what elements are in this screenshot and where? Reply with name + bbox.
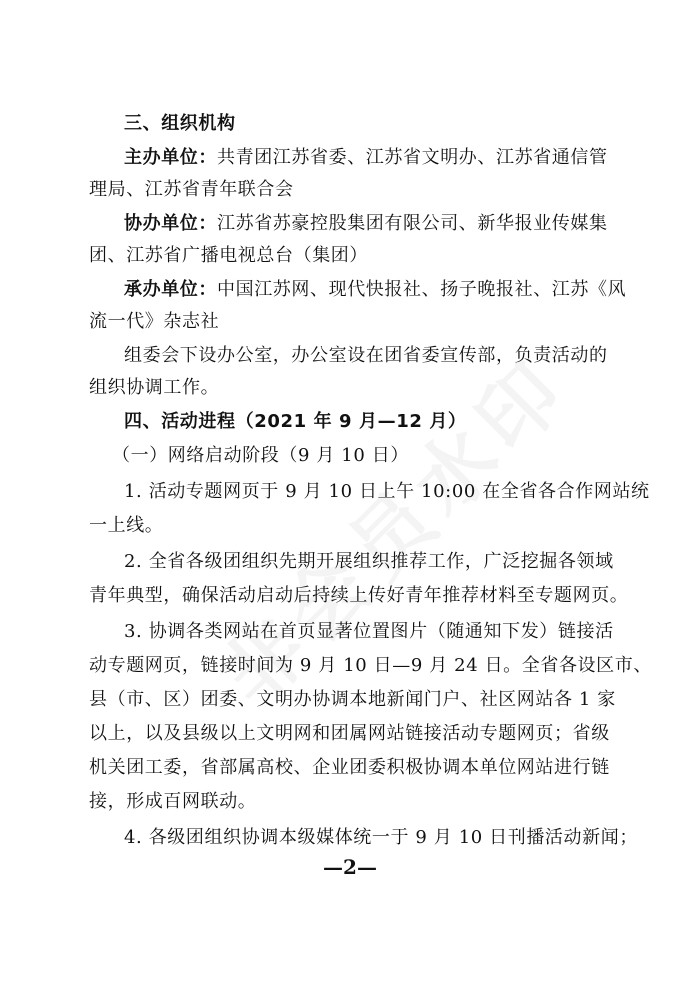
- host-units-label: 主办单位：: [124, 147, 217, 168]
- co-units-line-2: 团、江苏省广播电视总台（集团）: [89, 245, 368, 266]
- organizer-units-line-2: 流一代》杂志社: [89, 311, 220, 332]
- stage-one-heading: （一）网络启动阶段（9 月 10 日）: [112, 445, 409, 466]
- co-units-label: 协办单位：: [124, 213, 217, 234]
- office-line-2: 组织协调工作。: [89, 377, 220, 398]
- item-3-line-5: 机关团工委，省部属高校、企业团委积极协调本单位网站进行链: [89, 757, 610, 778]
- organizer-units-text-1: 中国江苏网、现代快报社、扬子晚报社、江苏《风: [217, 279, 627, 300]
- item-3-line-3: 县（市、区）团委、文明办协调本地新闻门户、社区网站各 1 家: [89, 689, 616, 710]
- item-2-line-1: 2. 全省各级团组织先期开展组织推荐工作，广泛挖掘各领域: [124, 551, 614, 572]
- co-units-text-1: 江苏省苏豪控股集团有限公司、新华报业传媒集: [217, 213, 608, 234]
- page-number: —2—: [323, 855, 377, 879]
- organizer-units-line-1: [124, 279, 626, 301]
- item-1-line-1: 1. 活动专题网页于 9 月 10 日上午 10:00 在全省各合作网站统: [124, 481, 650, 502]
- item-4-line-1: 4. 各级团组织协调本级媒体统一于 9 月 10 日刊播活动新闻；: [124, 827, 638, 848]
- host-units-line-1: [124, 147, 608, 169]
- item-2-line-2: 青年典型，确保活动启动后持续上传好青年推荐材料至专题网页。: [89, 585, 629, 606]
- item-3-line-2: 动专题网页，链接时间为 9 月 10 日—9 月 24 日。全省各设区市、: [89, 655, 652, 676]
- item-3-line-4: 以上，以及县级以上文明网和团属网站链接活动专题网页；省级: [89, 723, 610, 744]
- organizer-units-label: 承办单位：: [124, 279, 217, 300]
- item-3-line-6: 接，形成百网联动。: [89, 791, 257, 812]
- item-3-line-1: 3. 协调各类网站在首页显著位置图片（随通知下发）链接活: [124, 621, 614, 642]
- host-units-line-2: 理局、江苏省青年联合会: [89, 179, 294, 200]
- co-units-line-1: [124, 213, 608, 235]
- section-four-title: 四、活动进程（2021 年 9 月—12 月）: [124, 411, 467, 432]
- host-units-text-1: 共青团江苏省委、江苏省文明办、江苏省通信管: [217, 147, 608, 168]
- section-three-title: 三、组织机构: [124, 113, 236, 134]
- office-line-1: 组委会下设办公室，办公室设在团省委宣传部，负责活动的: [124, 345, 608, 366]
- item-1-line-2: 一上线。: [89, 515, 164, 536]
